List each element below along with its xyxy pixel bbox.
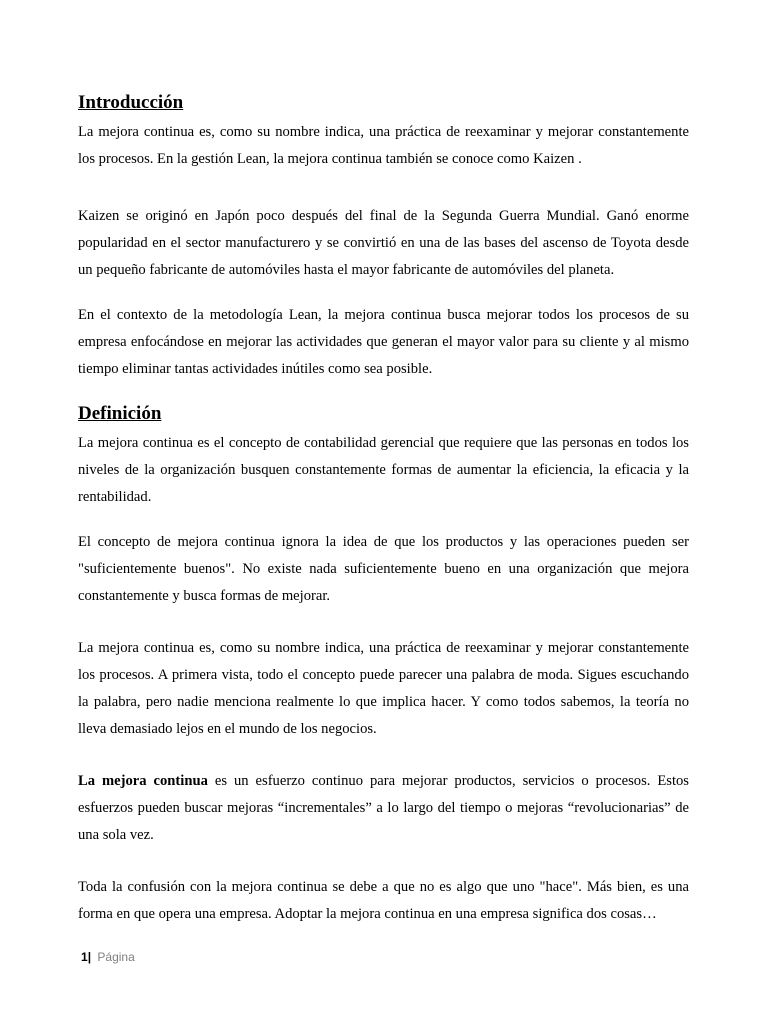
page-separator: | bbox=[87, 950, 92, 964]
page-footer bbox=[81, 950, 135, 964]
definition-paragraph-4 bbox=[78, 768, 689, 849]
intro-paragraph-2: Kaizen se originó en Japón poco después del final de la Segunda Guerra Mundial. Ganó enorme popularidad en el sector manufacturero y se convirtió en una de las bases del ascenso de Toyota desde un pequeño fabricante de automóviles hasta el mayor fabricante de automóviles del planeta. bbox=[78, 208, 689, 278]
heading-definicion: Definición bbox=[78, 403, 162, 424]
page-number: 1 bbox=[81, 950, 88, 964]
intro-paragraph-3: En el contexto de la metodología Lean, la mejora continua busca mejorar todos los procesos de su empresa enfocándose en mejorar las actividades que generan el mayor valor para su cliente y al mismo tiempo eliminar tantas actividades inútiles como sea posible. bbox=[78, 307, 689, 377]
definition-paragraph-1: La mejora continua es el concepto de contabilidad gerencial que requiere que las personas en todos los niveles de la organización busquen constantemente formas de aumentar la eficiencia, la eficacia y la rentabilidad. bbox=[78, 435, 689, 505]
definition-paragraph-3: La mejora continua es, como su nombre indica, una práctica de reexaminar y mejorar constantemente los procesos. A primera vista, todo el concepto puede parecer una palabra de moda. Sigues escuchando la palabra, pero nadie menciona realmente lo que implica hacer. Y como todos sabemos, la teoría no lleva demasiado lejos en el mundo de los negocios. bbox=[78, 640, 689, 737]
heading-introduccion: Introducción bbox=[78, 92, 184, 113]
definition-paragraph-4-lead: La mejora continua bbox=[78, 773, 208, 789]
document-body bbox=[78, 90, 689, 928]
intro-paragraph-1: La mejora continua es, como su nombre indica, una práctica de reexaminar y mejorar constantemente los procesos. En la gestión Lean, la mejora continua también se conoce como Kaizen . bbox=[78, 124, 689, 167]
definition-paragraph-5: Toda la confusión con la mejora continua se debe a que no es algo que uno "hace". Más bien, es una forma en que opera una empresa. Adoptar la mejora continua en una empresa significa dos cosas… bbox=[78, 879, 689, 922]
definition-paragraph-4-rest: es un esfuerzo continuo para mejorar productos, servicios o procesos. Estos esfuerzos pueden buscar mejoras “incrementales” a lo largo del tiempo o mejoras “revolucionarias” de una sola vez. bbox=[78, 773, 689, 843]
definition-paragraph-2: El concepto de mejora continua ignora la idea de que los productos y las operaciones pueden ser "suficientemente buenos". No existe nada suficientemente bueno en una organización que mejora constantemente y busca formas de mejorar. bbox=[78, 534, 689, 604]
page-label: Página bbox=[97, 950, 135, 964]
